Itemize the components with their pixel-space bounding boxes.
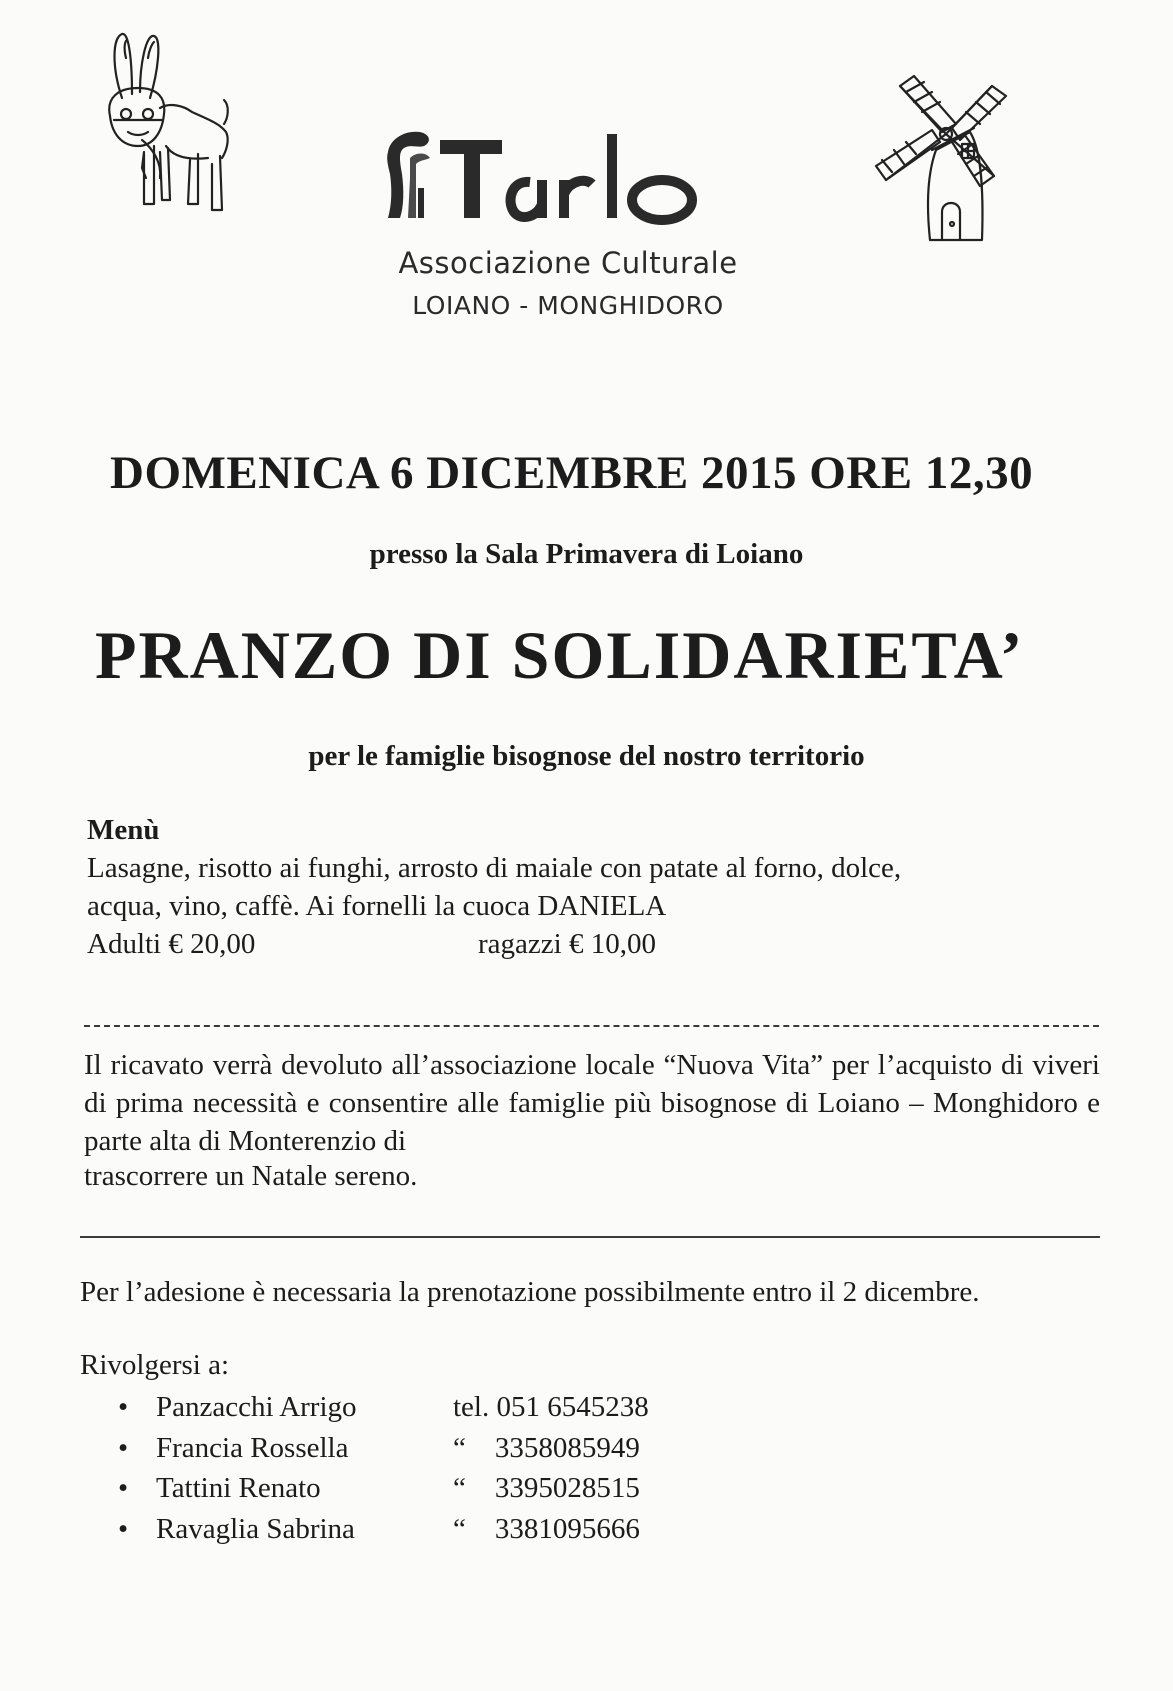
contact-name: Tattini Renato bbox=[156, 1472, 321, 1504]
contact-intro: Rivolgersi a: bbox=[80, 1349, 230, 1381]
event-subtitle: per le famiglie bisognose del nostro territorio bbox=[308, 740, 865, 772]
price-adults: Adulti € 20,00 bbox=[87, 928, 256, 960]
dashed-divider bbox=[84, 1025, 1099, 1027]
price-kids: ragazzi € 10,00 bbox=[478, 928, 656, 960]
contact-name: Francia Rossella bbox=[156, 1432, 349, 1464]
bullet: • bbox=[118, 1513, 129, 1545]
contact-item bbox=[118, 1513, 818, 1553]
contact-item bbox=[118, 1472, 818, 1512]
association-name: Associazione Culturale bbox=[398, 246, 738, 280]
bullet: • bbox=[118, 1432, 129, 1464]
bullet: • bbox=[118, 1391, 129, 1423]
windmill-illustration bbox=[870, 72, 1030, 242]
event-venue: presso la Sala Primavera di Loiano bbox=[369, 538, 804, 570]
contact-phone: “ 3381095666 bbox=[453, 1513, 640, 1545]
donkey-illustration bbox=[100, 28, 240, 228]
proceeds-paragraph-end: trascorrere un Natale sereno. bbox=[84, 1160, 418, 1192]
bullet: • bbox=[118, 1472, 129, 1504]
contact-name: Ravaglia Sabrina bbox=[156, 1513, 355, 1545]
contact-item bbox=[118, 1391, 818, 1431]
menu-heading: Menù bbox=[87, 814, 160, 846]
contact-phone: “ 3358085949 bbox=[453, 1432, 640, 1464]
contact-phone: tel. 051 6545238 bbox=[453, 1391, 649, 1423]
contact-item bbox=[118, 1432, 818, 1472]
menu-text-line: Lasagne, risotto ai funghi, arrosto di maiale con patate al forno, dolce, bbox=[87, 852, 902, 884]
association-place: LOIANO - MONGHIDORO bbox=[412, 291, 724, 320]
booking-note: Per l’adesione è necessaria la prenotazione possibilmente entro il 2 dicembre. bbox=[80, 1276, 980, 1308]
event-title: PRANZO DI SOLIDARIETA’ bbox=[95, 617, 1025, 693]
event-date-time: DOMENICA 6 DICEMBRE 2015 ORE 12,30 bbox=[110, 447, 1034, 499]
menu-text-line: acqua, vino, caffè. Ai fornelli la cuoca DANIELA bbox=[87, 890, 667, 922]
contact-phone: “ 3395028515 bbox=[453, 1472, 640, 1504]
il-tarlo-logo bbox=[380, 118, 740, 238]
solid-divider bbox=[80, 1236, 1100, 1238]
proceeds-paragraph: Il ricavato verrà devoluto all’associazione locale “Nuova Vita” per l’acquisto di viveri di prima necessità e consentire alle famiglie più bisognose di Loiano – Monghidoro e parte alta di Monterenzio di bbox=[84, 1049, 1100, 1157]
contact-name: Panzacchi Arrigo bbox=[156, 1391, 357, 1423]
